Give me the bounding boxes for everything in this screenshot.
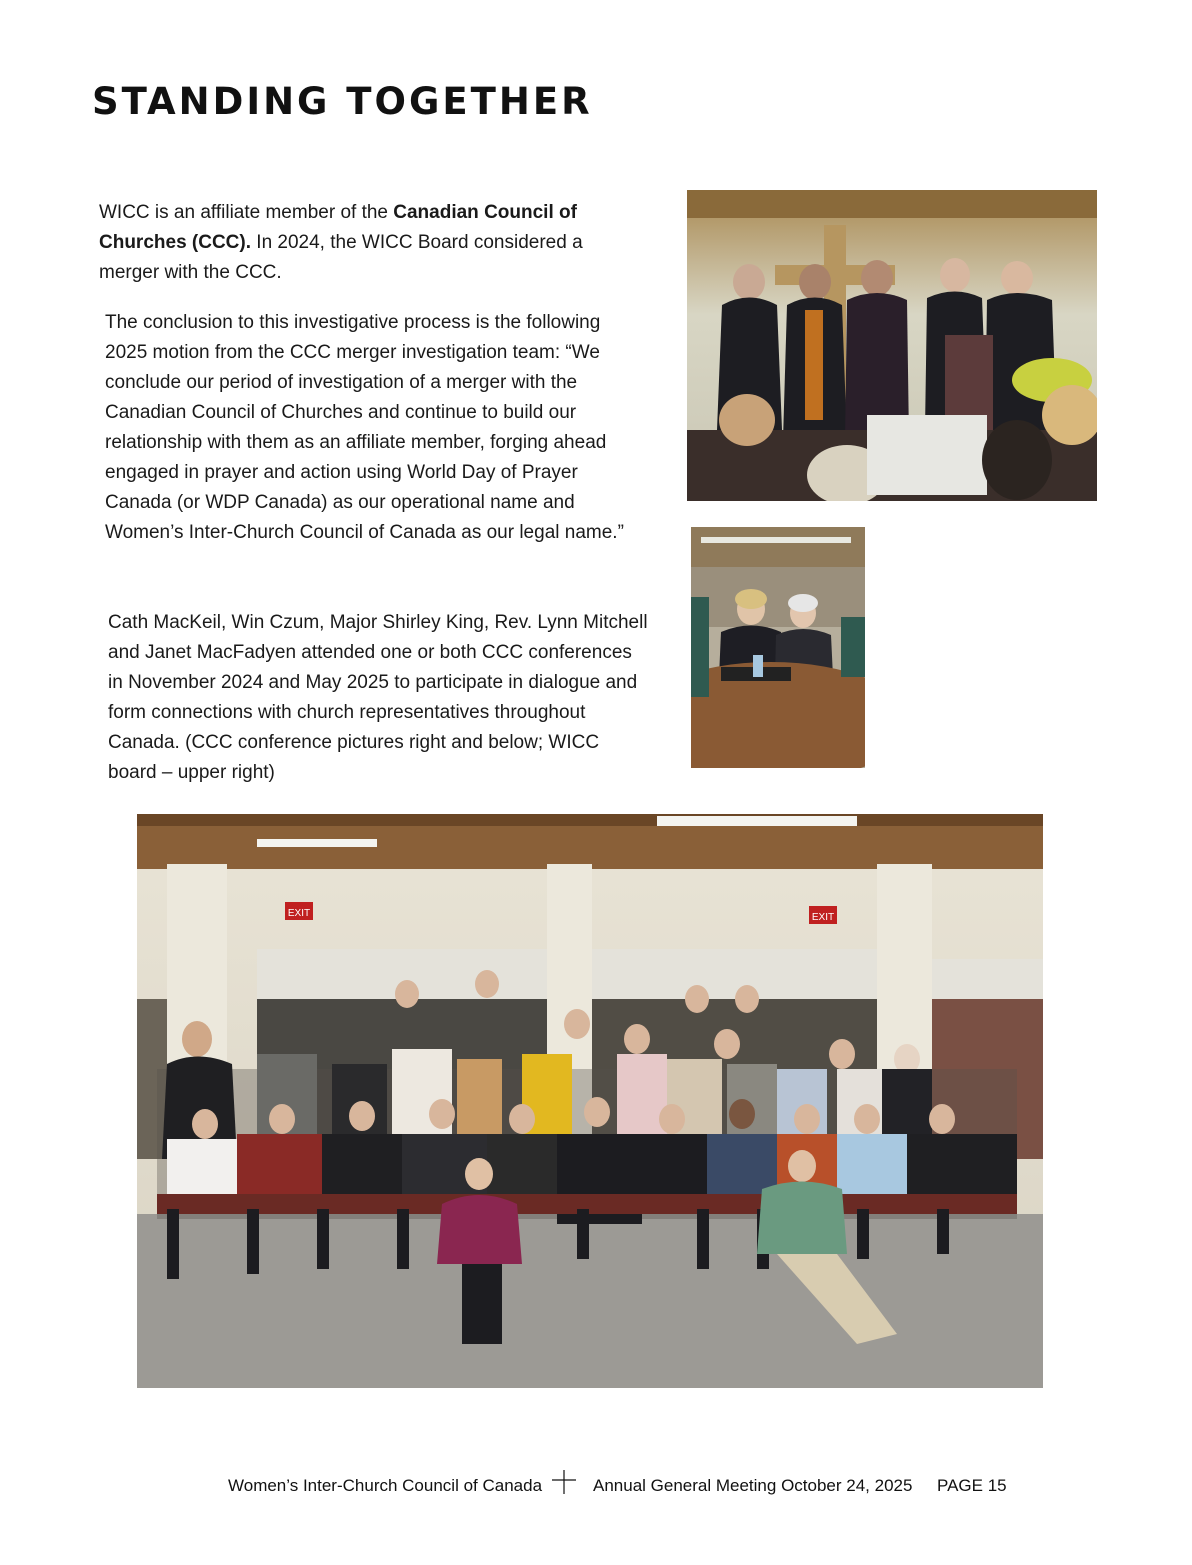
intro-bold-ccc: Canadian Council of Churches (CCC). [99, 202, 577, 253]
exit-sign-left: EXIT [287, 908, 311, 919]
wicc-board-photo [687, 190, 1097, 501]
ccc-conference-group-photo [137, 814, 1043, 1388]
intro-text-1: WICC is an affiliate member of the [99, 202, 394, 223]
footer-meeting: Annual General Meeting October 24, 2025 [593, 1476, 913, 1495]
attendees-paragraph: Cath MacKeil, Win Czum, Major Shirley King, Rev. Lynn Mitchell and Janet MacFadyen attended one or both CCC conferences in November 2024 and May 2025 to participate in dialogue and form connections with church representatives throughout Canada. (CCC conference pictures right and below; WICC board – upper right) [108, 612, 648, 783]
intro-paragraph [99, 198, 599, 288]
intro-text-2: In 2024, the WICC Board considered a merger with the CCC. [99, 232, 583, 283]
cross-icon [552, 1470, 576, 1494]
page-title: STANDING TOGETHER [92, 80, 593, 123]
footer-org: Women’s Inter-Church Council of Canada [228, 1476, 543, 1495]
footer-page-number: PAGE 15 [937, 1476, 1007, 1495]
conclusion-paragraph: The conclusion to this investigative process is the following 2025 motion from the CCC merger investigation team: “We conclude our period of investigation of a merger with the Canadian Council of Churches and continue to build our relationship with them as an affiliate member, forging ahead engaged in prayer and action using World Day of Prayer Canada (or WDP Canada) as our operational name and Women’s Inter-Church Council of Canada as our legal name.” [105, 312, 624, 543]
ccc-conference-table-photo [691, 527, 865, 768]
page-footer [0, 1470, 1192, 1500]
exit-sign-right: EXIT [811, 912, 835, 923]
